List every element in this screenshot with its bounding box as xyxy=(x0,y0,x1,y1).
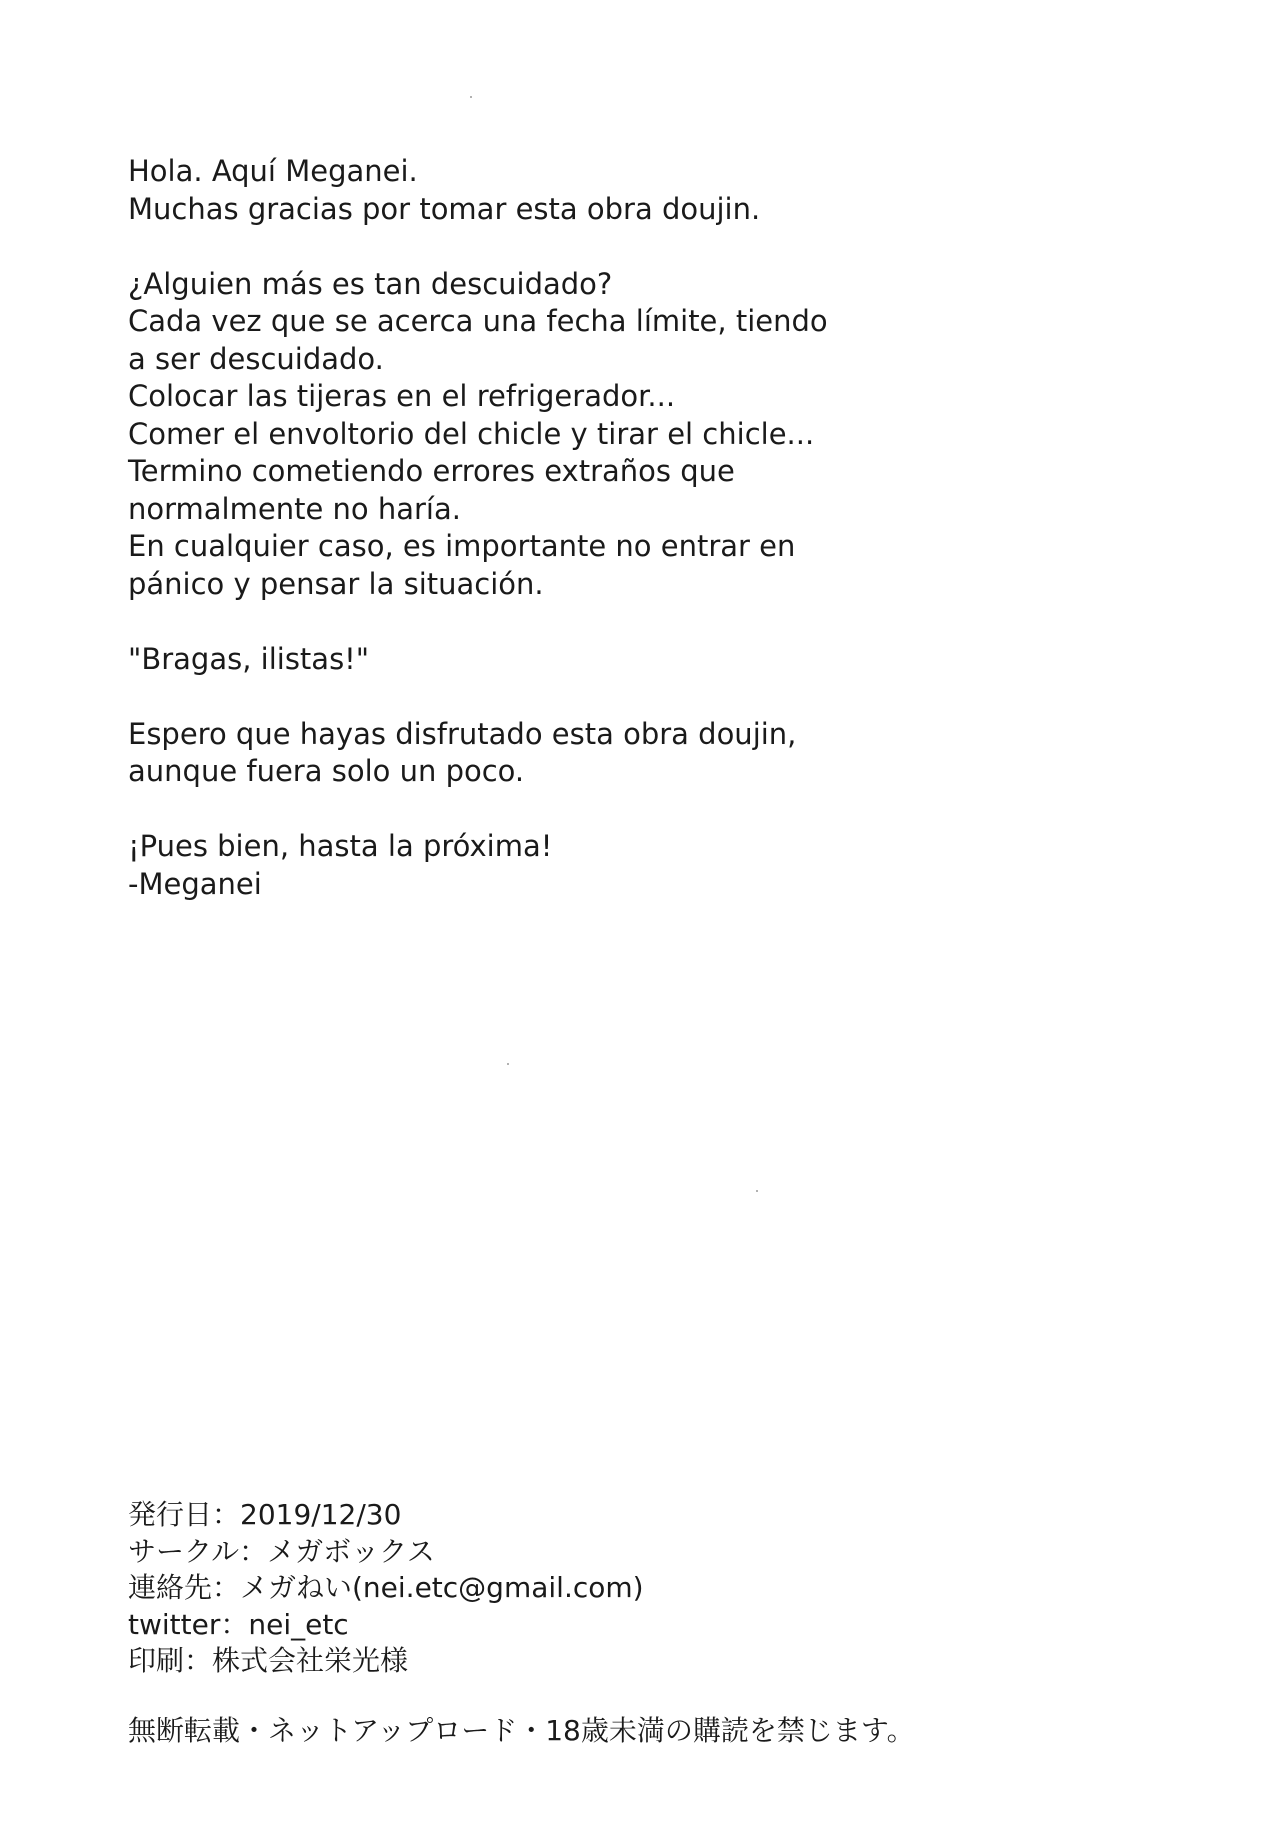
reproduction-notice: 無断転載・ネットアップロード・18歳未満の購読を禁じます。 xyxy=(128,1714,915,1747)
paragraph-line: ¿Alguien más es tan descuidado? xyxy=(128,266,613,301)
paragraph-line: Colocar las tijeras en el refrigerador... xyxy=(128,379,676,413)
colophon xyxy=(128,1497,1028,1680)
scan-speck xyxy=(756,1190,758,1192)
paragraph-line: Cada vez que se acerca una fecha límite, tiendo xyxy=(128,304,828,338)
publication-date: 発行日：2019/12/30 xyxy=(128,1498,402,1531)
thanks-line: Muchas gracias por tomar esta obra doujin. xyxy=(128,191,761,226)
scan-speck xyxy=(507,1063,509,1065)
signature-line: -Meganei xyxy=(128,866,262,901)
paragraph-line: Comer el envoltorio del chicle y tirar el chicle... xyxy=(128,416,815,451)
printer-info: 印刷：株式会社栄光様 xyxy=(128,1644,409,1677)
paragraph-line: pánico y pensar la situación. xyxy=(128,566,544,601)
twitter-handle: twitter：nei_etc xyxy=(128,1607,349,1641)
closing-line: ¡Pues bien, hasta la próxima! xyxy=(128,829,553,863)
paragraph-line: aunque fuera solo un poco. xyxy=(128,754,525,788)
scan-speck xyxy=(470,96,472,98)
contact-info: 連絡先：メガねい(nei.etc@gmail.com) xyxy=(128,1571,644,1604)
paragraph-line: Termino cometiendo errores extraños que xyxy=(128,454,735,488)
greeting-line: Hola. Aquí Meganei. xyxy=(128,154,418,188)
paragraph-line: Espero que hayas disfrutado esta obra doujin, xyxy=(128,716,797,751)
quote-line: "Bragas, ilistas!" xyxy=(128,641,370,676)
afterword-text xyxy=(128,153,1028,903)
paragraph-line: normalmente no haría. xyxy=(128,491,461,526)
circle-name: サークル：メガボックス xyxy=(128,1534,435,1568)
paragraph-line: En cualquier caso, es importante no entrar en xyxy=(128,529,796,563)
paragraph-line: a ser descuidado. xyxy=(128,341,384,376)
